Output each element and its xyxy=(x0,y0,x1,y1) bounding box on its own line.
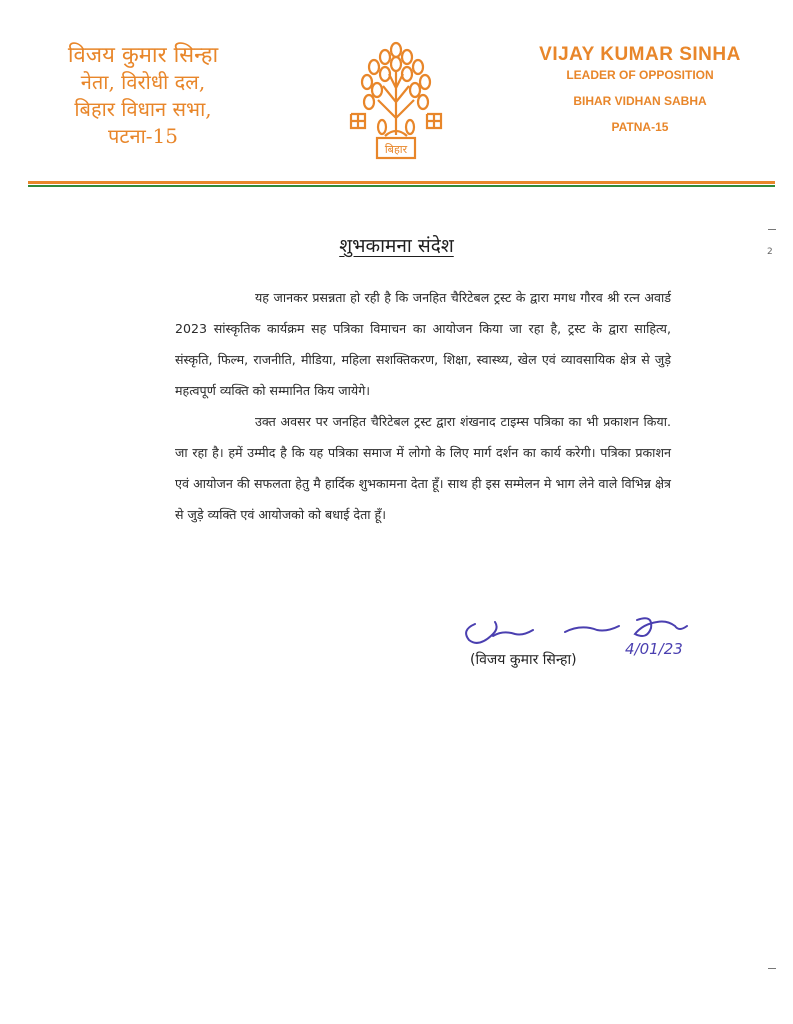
signature-date: 4/01/23 xyxy=(625,640,683,658)
emblem-label: बिहार xyxy=(384,143,408,156)
letterhead-hindi-designation: नेता, विरोधी दल, xyxy=(80,70,206,94)
signatory-name: (विजय कुमार सिन्हा) xyxy=(470,652,577,668)
letterhead-english-designation: LEADER OF OPPOSITION xyxy=(566,68,714,82)
letter-paragraph-2: उक्त अवसर पर जनहित चैरिटेबल ट्रस्ट द्वारा शंखनाद टाइम्स पत्रिका का भी प्रकाशन किया. जा रहा है। हमें उम्मीद है कि यह पत्रिका समाज में लोगो के लिए मार्ग दर्शन का कार्य करेगी। पत्रिका प्रकाशन एवं आयोजन की सफलता हेतु मै हार्दिक शुभकामना देता हूँ। साथ ही इस सम्मेलन मे भाग लेने वाले विभिन्न क्षेत्र से जुड़े व्यक्ति एवं आयोजको को बधाई देता हूँ। xyxy=(175,414,671,522)
letterhead-english-city: PATNA-15 xyxy=(611,120,669,134)
margin-mark-top xyxy=(768,229,776,230)
letterhead-rule-saffron xyxy=(28,181,775,184)
letter-subject: शुभकामना संदेश xyxy=(339,235,454,257)
letterhead-hindi-city: पटना-15 xyxy=(108,124,178,148)
margin-mark-number: 2 xyxy=(767,247,773,257)
letterhead-english-house: BIHAR VIDHAN SABHA xyxy=(573,94,707,108)
letterhead-hindi-name: विजय कुमार सिन्हा xyxy=(67,43,219,68)
letter-paragraph-1: यह जानकर प्रसन्नता हो रही है कि जनहित चैरिटेबल ट्रस्ट के द्वारा मगध गौरव श्री रत्न अवार्ड 2023 सांस्कृतिक कार्यक्रम सह पत्रिका विमाचन का आयोजन किया जा रहा है, ट्रस्ट के द्वारा साहित्य, संस्कृति, फिल्म, राजनीति, मीडिया, महिला सशक्तिकरण, शिक्षा, स्वास्थ्य, खेल एवं व्यावसायिक क्षेत्र से जुड़े महत्वपूर्ण व्यक्ति को सम्मानित किय जायेगे। xyxy=(175,290,671,398)
letterhead-hindi-block xyxy=(28,42,258,150)
margin-mark-bottom xyxy=(768,968,776,969)
letterhead-english-name: VIJAY KUMAR SINHA xyxy=(539,44,741,65)
letterhead-english-block xyxy=(520,44,760,134)
bihar-emblem-icon xyxy=(345,40,447,162)
letter-body xyxy=(175,282,671,530)
letterhead-hindi-house: बिहार विधान सभा, xyxy=(74,97,212,121)
letterhead-rule-green xyxy=(28,185,775,187)
